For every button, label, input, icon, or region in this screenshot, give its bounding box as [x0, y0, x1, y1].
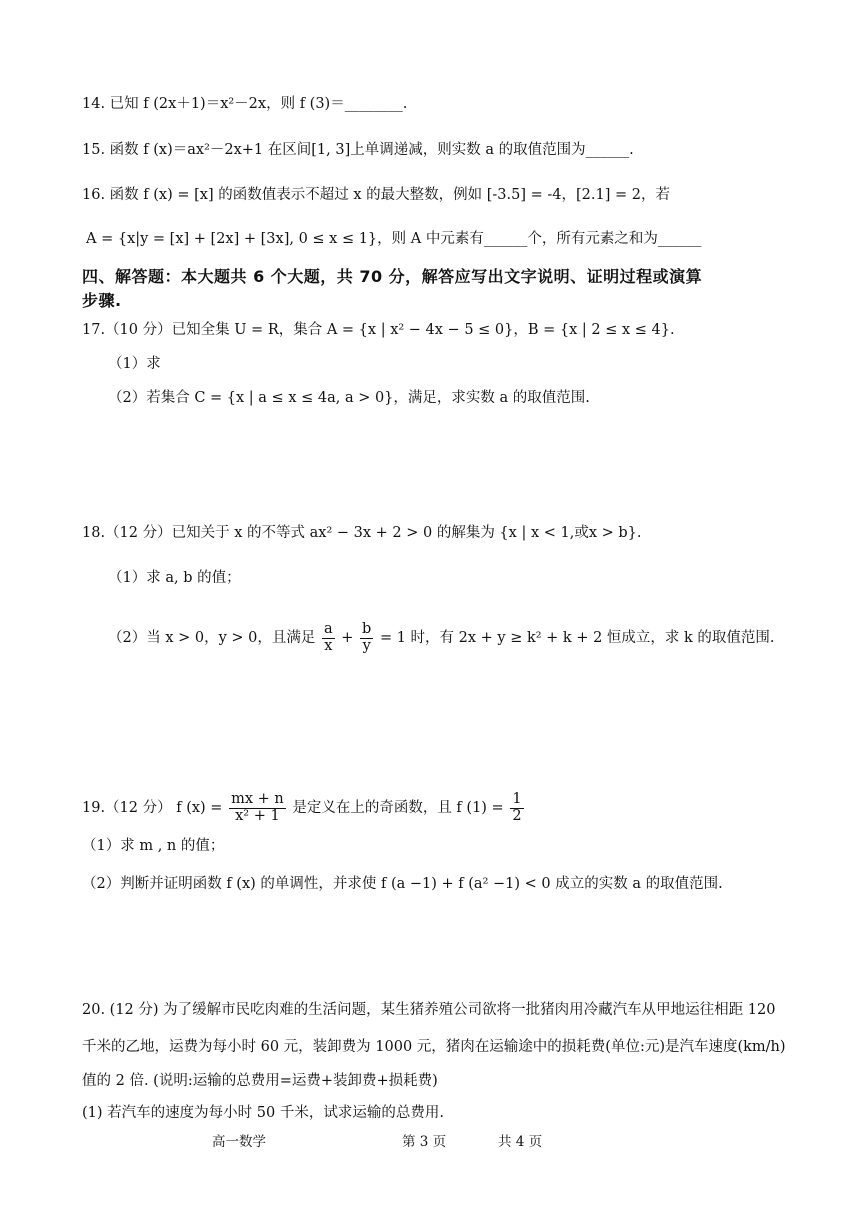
fraction-b-over-y: $\frac{b}{y}$ [362, 621, 372, 654]
question-20-line-3: 值的 2 倍. (说明:运输的总费用=运费+装卸费+损耗费) [82, 1073, 438, 1089]
q18-part-2-lead: （2）当 x > 0，y > 0，且满足 [108, 630, 316, 646]
q19-mid: 是定义在上的奇函数，且 f (1) = [292, 800, 504, 816]
question-17-part-2: （2）若集合 C = {x | a ≤ x ≤ 4a, a > 0}，满足，求实数 a 的取值范围. [108, 390, 590, 406]
q19-lead: 19.（12 分） f (x) = [82, 800, 223, 816]
footer-subject: 高一数学 [212, 1134, 266, 1150]
section-heading: 四、解答题：本大题共 6 个大题，共 70 分，解答应写出文字说明、证明过程或演算 [82, 267, 703, 286]
question-18-part-2 [108, 616, 775, 660]
question-15: 15. 函数 f (x)＝ax²－2x+1 在区间[1, 3]上单调递减，则实数 a 的取值范围为______. [82, 142, 634, 158]
question-16-line-1: 16. 函数 f (x) = [x] 的函数值表示不超过 x 的最大整数，例如 [-3.5] = -4，[2.1] = 2，若 [82, 187, 670, 203]
question-17-part-1: （1）求 [108, 356, 161, 372]
question-16-line-2: A = {x|y = [x] + [2x] + [3x], 0 ≤ x ≤ 1}，则 A 中元素有______个，所有元素之和为______ [86, 231, 702, 247]
question-18-part-1: （1）求 a, b 的值； [108, 570, 241, 586]
fraction-a-over-x: $\frac{a}{x}$ [324, 621, 333, 654]
fraction-one-half: $\frac{1}{2}$ [512, 791, 522, 824]
footer-total-pages: 共 4 页 [498, 1134, 543, 1150]
question-17-stem: 17.（10 分）已知全集 U = R，集合 A = {x | x² − 4x − 5 ≤ 0}，B = {x | 2 ≤ x ≤ 4}. [82, 322, 675, 338]
section-heading-cont: 步骤. [82, 291, 122, 310]
question-19-stem [82, 786, 526, 830]
question-19-part-2: （2）判断并证明函数 f (x) 的单调性，并求使 f (a −1) + f (a² −1) < 0 成立的实数 a 的取值范围. [82, 876, 723, 892]
fraction-mx-plus-n: $\frac{mx + n}{\text{x² + 1}}$ [231, 791, 284, 824]
question-20-line-2: 千米的乙地，运费为每小时 60 元，装卸费为 1000 元，猪肉在运输途中的损耗费(单位:元)是汽车速度(km/h) [82, 1039, 786, 1055]
question-19-part-1: （1）求 m , n 的值； [82, 838, 225, 854]
question-20-line-1: 20. (12 分) 为了缓解市民吃肉难的生活问题，某生猪养殖公司欲将一批猪肉用冷藏汽车从甲地运往相距 120 [82, 1002, 776, 1018]
question-18-stem: 18.（12 分）已知关于 x 的不等式 ax² − 3x + 2 > 0 的解集为 {x | x < 1,或x > b}. [82, 525, 642, 541]
plus-sign: + [341, 630, 354, 646]
question-20-part-1: (1) 若汽车的速度为每小时 50 千米，试求运输的总费用. [82, 1105, 444, 1121]
q18-part-2-tail: = 1 时，有 2x + y ≥ k² + k + 2 恒成立，求 k 的取值范围. [379, 630, 775, 646]
question-14: 14. 已知 f (2x＋1)＝x²－2x，则 f (3)＝________. [82, 96, 408, 112]
footer-page-number: 第 3 页 [402, 1134, 447, 1150]
